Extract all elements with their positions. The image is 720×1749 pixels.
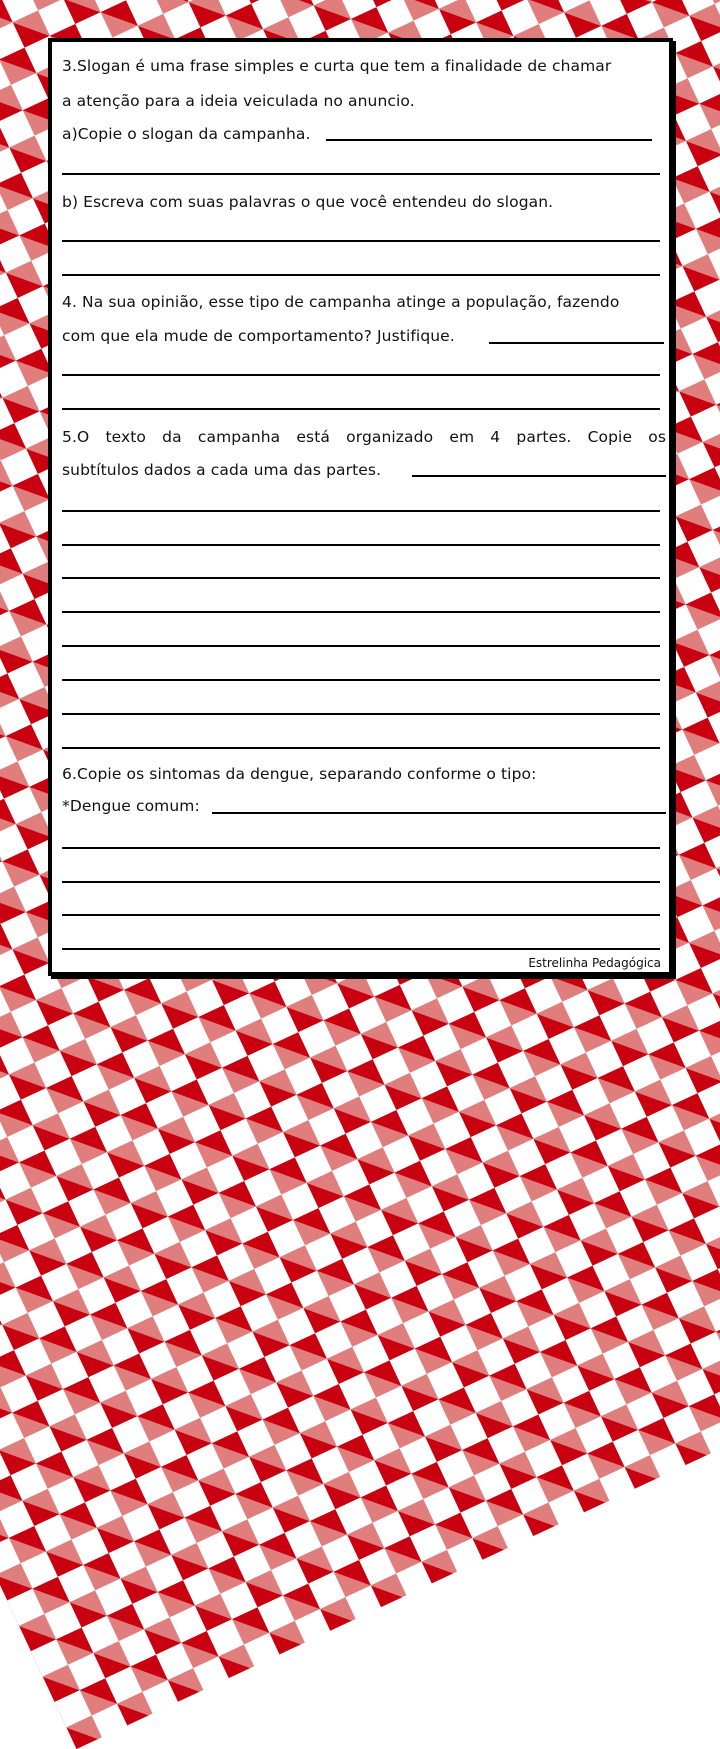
question-5-text-line-1: 5.O texto da campanha está organizado em 4 partes. Copie os	[62, 428, 666, 446]
question-6-text-line-1: 6.Copie os sintomas da dengue, separando conforme o tipo:	[62, 765, 537, 783]
question-4-text-line-2: com que ela mude de comportamento? Justifique.	[62, 327, 455, 345]
credit-text: Estrelinha Pedagógica	[528, 956, 661, 970]
answer-line-5-7[interactable]	[62, 679, 660, 681]
worksheet	[48, 38, 673, 976]
answer-line-3b-1[interactable]	[62, 240, 660, 242]
question-4-text-line-1: 4. Na sua opinião, esse tipo de campanha atinge a população, fazendo	[62, 293, 620, 311]
answer-line-3b-2[interactable]	[62, 274, 660, 276]
answer-line-6-3[interactable]	[62, 881, 660, 883]
answer-line-5-2[interactable]	[62, 510, 660, 512]
answer-line-5-1[interactable]	[412, 475, 666, 477]
answer-line-5-9[interactable]	[62, 747, 660, 749]
answer-line-5-5[interactable]	[62, 611, 660, 613]
answer-line-6-2[interactable]	[62, 847, 660, 849]
answer-line-3a-1[interactable]	[326, 139, 652, 141]
answer-line-6-4[interactable]	[62, 914, 660, 916]
answer-line-5-4[interactable]	[62, 577, 660, 579]
question-3-text-line-1: 3.Slogan é uma frase simples e curta que tem a finalidade de chamar	[62, 57, 612, 75]
question-5-text-line-2: subtítulos dados a cada uma das partes.	[62, 461, 382, 479]
answer-line-5-3[interactable]	[62, 544, 660, 546]
answer-line-4-2[interactable]	[62, 374, 660, 376]
answer-line-4-3[interactable]	[62, 408, 660, 410]
question-3a-prompt: a)Copie o slogan da campanha.	[62, 125, 311, 143]
answer-line-5-8[interactable]	[62, 713, 660, 715]
question-6-dengue-comum-label: *Dengue comum:	[62, 797, 200, 815]
answer-line-3a-2[interactable]	[62, 173, 660, 175]
answer-line-6-5[interactable]	[62, 948, 660, 950]
question-3b-prompt: b) Escreva com suas palavras o que você entendeu do slogan.	[62, 193, 554, 211]
answer-line-6-1[interactable]	[212, 812, 666, 814]
answer-line-5-6[interactable]	[62, 645, 660, 647]
answer-line-4-1[interactable]	[489, 342, 664, 344]
question-3-text-line-2: a atenção para a ideia veiculada no anuncio.	[62, 92, 415, 110]
